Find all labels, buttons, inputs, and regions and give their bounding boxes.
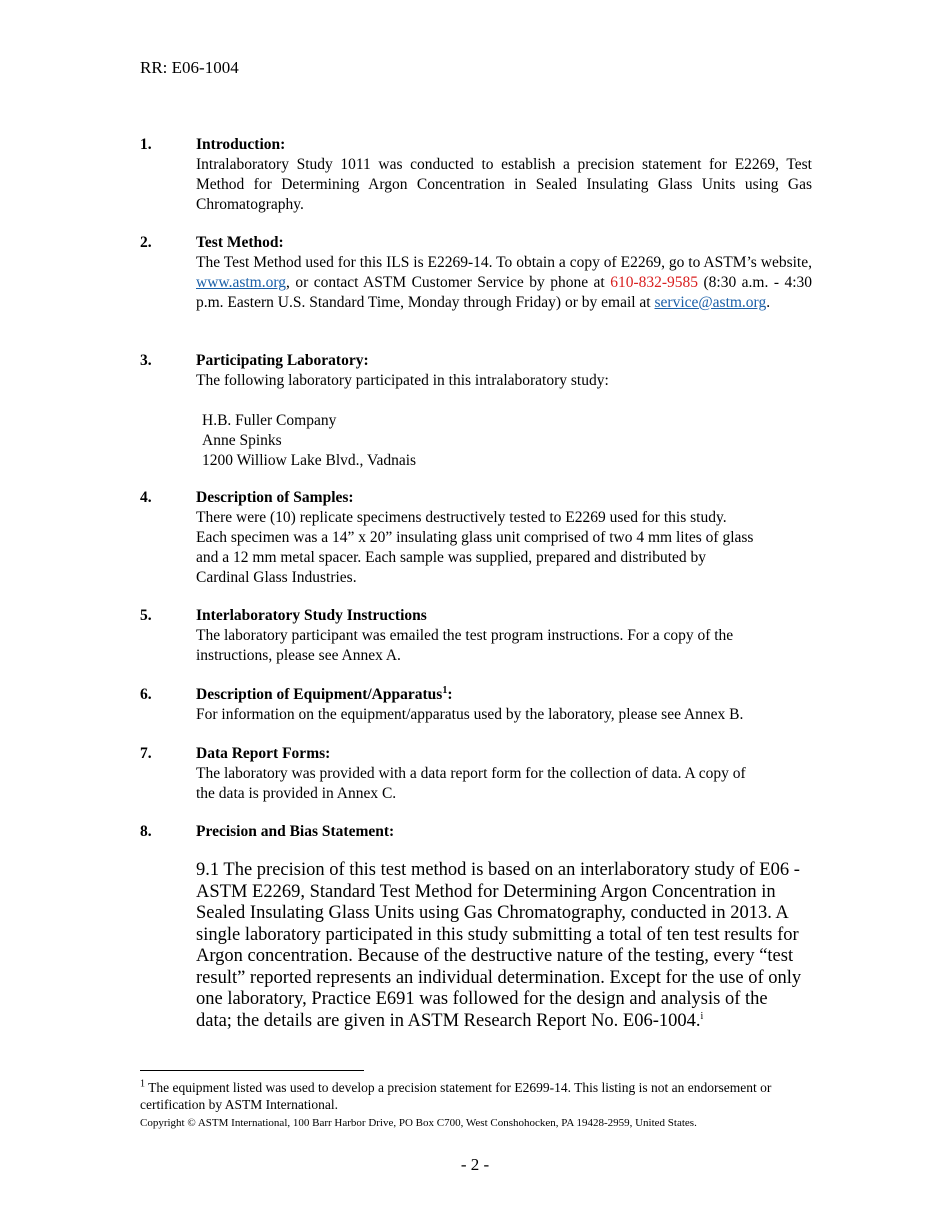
statement-line: Sealed Insulating Glass Units using Gas Chromatography, conducted in 2013. A [196, 903, 789, 923]
section-body [196, 253, 812, 313]
section-description-of-samples [140, 488, 812, 588]
page-number: - 2 - [460, 1155, 490, 1174]
title-text: Description of Equipment/Apparatus [196, 686, 443, 703]
section-precision-and-bias [140, 822, 812, 842]
section-body: The following laboratory participated in this intralaboratory study: [196, 372, 609, 389]
lab-company: H.B. Fuller Company [202, 412, 337, 429]
section-body: For information on the equipment/apparatus used by the laboratory, please see Annex B. [196, 706, 744, 723]
section-number: 5. [140, 607, 152, 624]
section-title: Interlaboratory Study Instructions [196, 607, 427, 624]
copyright-notice: Copyright © ASTM International, 100 Barr Harbor Drive, PO Box C700, West Conshohocken, PA 19428-2959, United States. [140, 1117, 697, 1129]
statement-line: one laboratory, Practice E691 was followed for the design and analysis of the [196, 989, 768, 1009]
section-title: Data Report Forms: [196, 745, 331, 762]
body-text: (8:30 a.m. - 4:30 p.m. Eastern U.S. Standard Time, Monday through Friday) or by email at [196, 274, 812, 311]
statement-line: Argon concentration. Because of the destructive nature of the testing, every “test [196, 946, 794, 966]
section-title: Precision and Bias Statement: [196, 823, 395, 840]
precision-statement [196, 860, 816, 1032]
astm-website-link[interactable]: www.astm.org [196, 274, 286, 291]
statement-line: ASTM E2269, Standard Test Method for Determining Argon Concentration in [196, 881, 776, 902]
section-participating-laboratory [140, 351, 812, 471]
section-title [196, 685, 812, 705]
service-email-link[interactable]: service@astm.org [654, 294, 767, 311]
section-number: 3. [140, 352, 152, 369]
body-text: , or contact ASTM Customer Service by phone at [285, 274, 611, 291]
endnote-reference: i [700, 1010, 704, 1022]
section-line: and a 12 mm metal spacer. Each sample was supplied, prepared and distributed by [196, 549, 707, 566]
footnote-text: The equipment listed was used to develop a precision statement for E2699-14. This listing is not an endorsement or certification by ASTM International. [140, 1080, 772, 1112]
section-title: Introduction: [196, 136, 286, 153]
footnote [140, 1079, 812, 1113]
section-line: the data is provided in Annex C. [196, 785, 397, 802]
statement-line [196, 1011, 816, 1033]
section-number: 6. [140, 686, 152, 703]
statement-line: result” reported represents an individual determination. Except for the use of only [196, 967, 802, 988]
title-colon: : [447, 686, 453, 703]
section-title: Description of Samples: [196, 489, 354, 506]
lab-contact: Anne Spinks [202, 432, 282, 449]
section-body: Intralaboratory Study 1011 was conducted to establish a precision statement for E2269, Test Method for Determining Argon Concentration in Sealed Insulating Glass Units using Gas Chromatography. [196, 156, 812, 213]
section-introduction [140, 135, 812, 215]
statement-line: single laboratory participated in this study submitting a total of ten test results for [196, 924, 799, 945]
section-test-method [140, 233, 812, 313]
section-line: Each specimen was a 14” x 20” insulating glass unit comprised of two 4 mm lites of glass [196, 529, 754, 546]
section-equipment-apparatus [140, 685, 812, 725]
body-text: . [766, 294, 771, 311]
section-line: The laboratory was provided with a data report form for the collection of data. A copy of [196, 765, 746, 782]
section-line: Cardinal Glass Industries. [196, 569, 357, 586]
body-text: The Test Method used for this ILS is E2269-14. To obtain a copy of E2269, go to ASTM’s website, [196, 254, 812, 271]
section-number: 4. [140, 489, 152, 506]
section-number: 7. [140, 745, 152, 762]
section-line: There were (10) replicate specimens destructively tested to E2269 used for this study. [196, 509, 727, 526]
phone-number: 610-832-9585 [610, 274, 699, 291]
section-interlaboratory-instructions [140, 606, 812, 666]
footnote-reference: 1 [442, 684, 448, 696]
section-number: 8. [140, 823, 152, 840]
section-line: The laboratory participant was emailed the test program instructions. For a copy of the [196, 627, 734, 644]
section-data-report-forms [140, 744, 812, 804]
lab-address: 1200 Williow Lake Blvd., Vadnais [202, 452, 417, 469]
report-id-header: RR: E06-1004 [140, 58, 239, 77]
footnote-mark: 1 [140, 1078, 145, 1090]
section-number: 2. [140, 234, 152, 251]
statement-line: 9.1 The precision of this test method is based on an interlaboratory study of E06 - [196, 860, 800, 880]
section-title: Test Method: [196, 234, 284, 251]
section-title: Participating Laboratory: [196, 352, 369, 369]
statement-text: data; the details are given in ASTM Research Report No. E06-1004. [196, 1010, 701, 1031]
section-line: instructions, please see Annex A. [196, 647, 401, 664]
footnote-divider [140, 1070, 364, 1071]
section-number: 1. [140, 136, 152, 153]
